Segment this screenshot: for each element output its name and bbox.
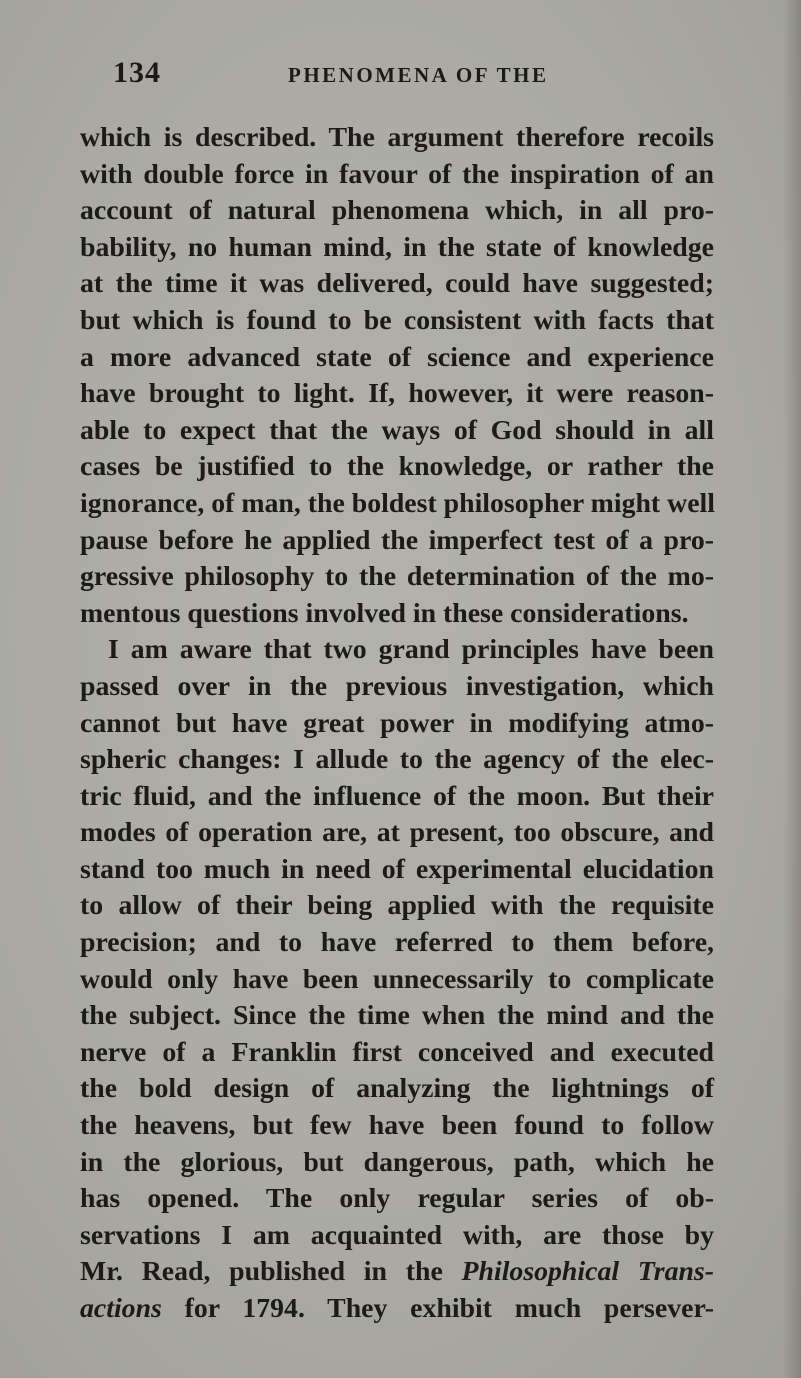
text-line <box>80 1254 714 1291</box>
text-line: has opened. The only regular series of ob- <box>80 1183 714 1215</box>
text-line: spheric changes: I allude to the agency of the elec- <box>80 744 714 776</box>
text-line: at the time it was delivered, could have suggested; <box>80 268 714 300</box>
text-line: modes of operation are, at present, too obscure, and <box>80 817 714 849</box>
text-line: account of natural phenomena which, in all pro- <box>80 195 714 227</box>
journal-title-italic-cont: actions <box>80 1293 162 1324</box>
line-text-start: Mr. Read, published in the <box>80 1256 443 1288</box>
page-number: 134 <box>113 56 161 89</box>
page-header <box>0 56 801 96</box>
text-line: in the glorious, but dangerous, path, which he <box>80 1146 714 1178</box>
text-line: to allow of their being applied with the requisite <box>80 890 714 922</box>
text-line: cannot but have great power in modifying atmo- <box>80 707 714 739</box>
text-line: ignorance, of man, the boldest philosopher might well <box>80 487 715 519</box>
text-line: able to expect that the ways of God should in all <box>80 414 714 446</box>
text-line: the bold design of analyzing the lightnings of <box>80 1073 714 1105</box>
page-edge-shadow <box>783 0 801 1378</box>
journal-title-italic: Philosophical Trans- <box>461 1256 715 1288</box>
line-text-end: for 1794. They exhibit much persever- <box>184 1293 715 1324</box>
text-line: which is described. The argument therefore recoils <box>80 122 714 153</box>
text-line: a more advanced state of science and experience <box>80 341 714 373</box>
paragraph-start-line: I am aware that two grand principles have been <box>108 634 714 666</box>
text-line: would only have been unnecessarily to complicate <box>80 963 714 995</box>
text-line: stand too much in need of experimental elucidation <box>80 853 714 885</box>
text-line: gressive philosophy to the determination of the mo- <box>80 561 714 593</box>
text-line: bability, no human mind, in the state of knowledge <box>80 231 714 263</box>
text-line: nerve of a Franklin first conceived and executed <box>80 1036 714 1068</box>
running-head: PHENOMENA OF THE <box>288 63 549 87</box>
paragraph-end-line: mentous questions involved in these considerations. <box>80 597 689 629</box>
text-line: passed over in the previous investigation, which <box>80 670 714 702</box>
text-line: cases be justified to the knowledge, or rather the <box>80 451 714 483</box>
text-line: pause before he applied the imperfect test of a pro- <box>80 524 714 556</box>
text-line: with double force in favour of the inspiration of an <box>80 158 714 190</box>
text-line: tric fluid, and the influence of the moon. But their <box>80 780 714 812</box>
text-line: the subject. Since the time when the mind and the <box>80 1000 714 1032</box>
body-text <box>80 120 714 1328</box>
text-line: have brought to light. If, however, it were reason- <box>80 378 714 410</box>
text-line: but which is found to be consistent with facts that <box>80 304 714 336</box>
text-line <box>80 1291 714 1328</box>
text-line: servations I am acquainted with, are those by <box>80 1219 714 1251</box>
text-line: precision; and to have referred to them before, <box>80 927 714 959</box>
text-line: the heavens, but few have been found to follow <box>80 1110 714 1142</box>
